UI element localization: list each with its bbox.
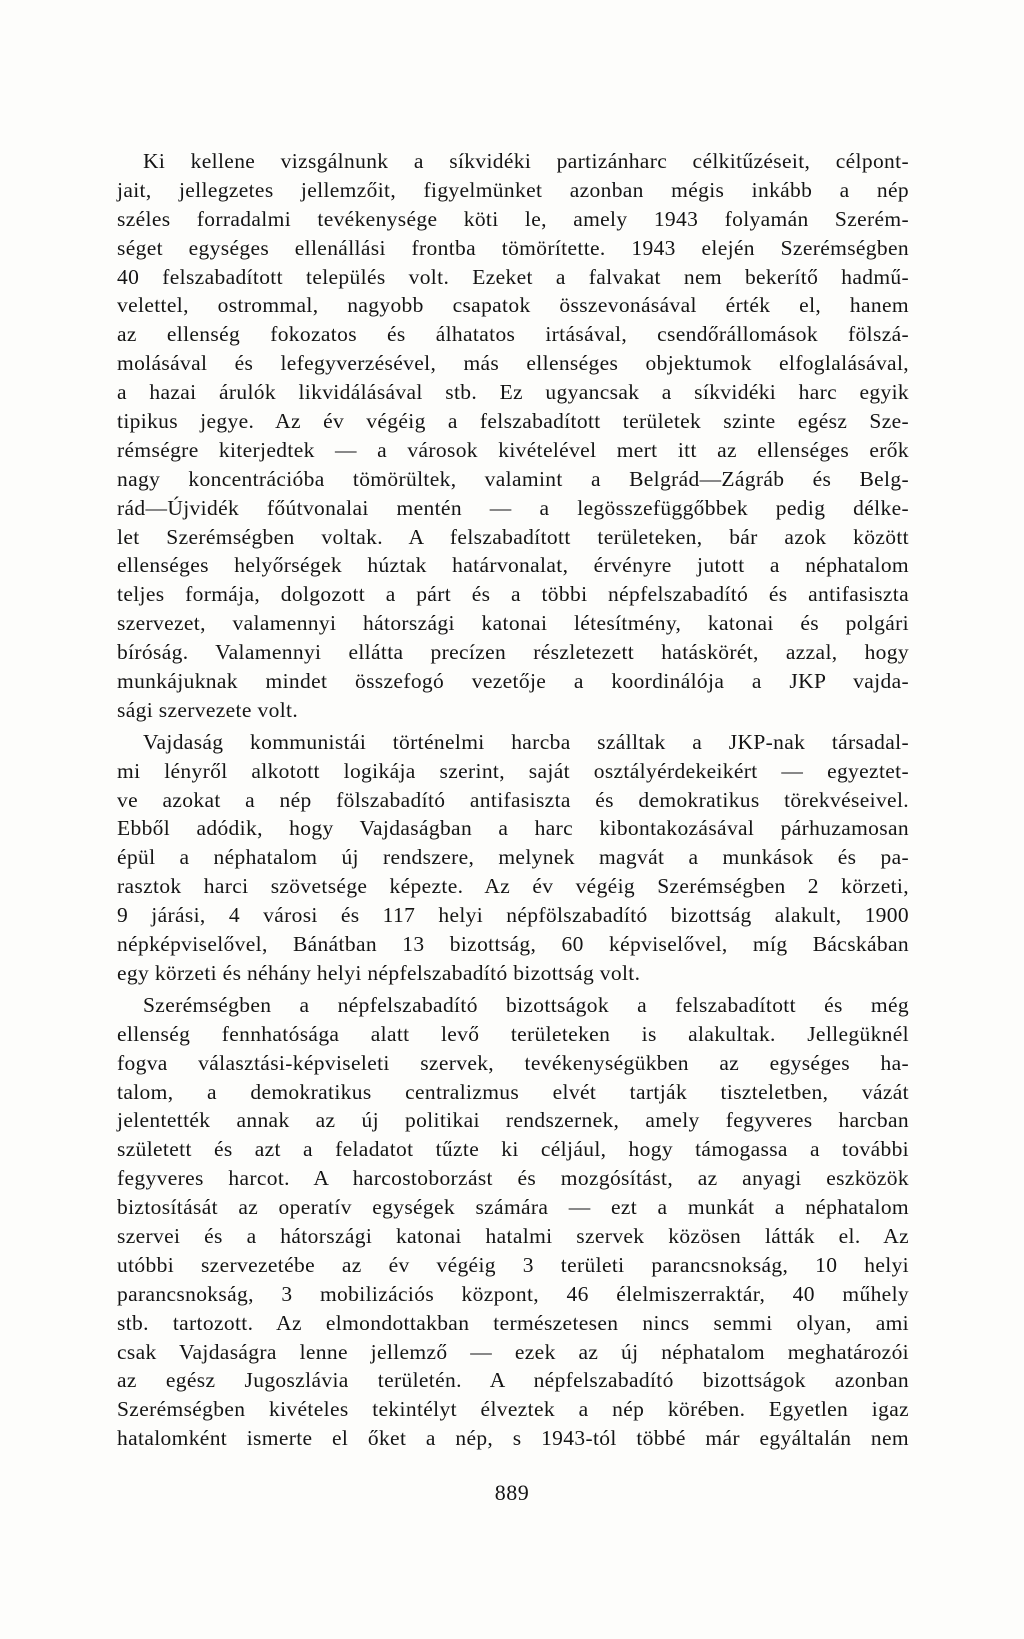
text-line: az egész Jugoszlávia területén. A népfelszabadító bizottságok azonban (117, 1368, 909, 1393)
text-line: rád—Újvidék főútvonalai mentén — a legösszefüggőbbek pedig délke- (117, 495, 909, 520)
text-line: talom, a demokratikus centralizmus elvét tartják tiszteletben, vázát (117, 1079, 909, 1104)
text-line: Szerémségben kivételes tekintélyt élveztek a nép körében. Egyetlen igaz (117, 1397, 909, 1422)
text-line: csak Vajdaságra lenne jellemző — ezek az új néphatalom meghatározói (117, 1339, 909, 1364)
text-line: fegyveres harcot. A harcostoborzást és mozgósítást, az anyagi eszközök (117, 1166, 909, 1191)
text-line: rémségre kiterjedtek — a városok kivételével mert itt az ellenséges erők (117, 437, 909, 462)
paragraph-2 (117, 728, 909, 988)
text-line: utóbbi szervezetébe az év végéig 3 területi parancsnokság, 10 helyi (117, 1252, 909, 1277)
text-line: stb. tartozott. Az elmondottakban természetesen nincs semmi olyan, ami (117, 1310, 909, 1335)
text-line: let Szerémségben voltak. A felszabadított területeken, bár azok között (117, 524, 909, 549)
text-line: 40 felszabadított település volt. Ezeket a falvakat nem bekerítő hadmű- (117, 264, 909, 289)
text-line: született és azt a feladatot tűzte ki céljául, hogy támogassa a további (117, 1137, 909, 1162)
text-line: népképviselővel, Bánátban 13 bizottság, 60 képviselővel, míg Bácskában (117, 932, 909, 957)
text-line: molásával és lefegyverzésével, más ellenséges objektumok elfoglalásával, (117, 351, 909, 376)
text-line: teljes formája, dolgozott a párt és a többi népfelszabadító és antifasiszta (117, 582, 909, 607)
text-line: Vajdaság kommunistái történelmi harcba szálltak a JKP-nak társadal- (143, 729, 909, 754)
text-line: séget egységes ellenállási frontba tömörítette. 1943 elején Szerémségben (117, 235, 909, 260)
text-line: az ellenség fokozatos és álhatatos irtásával, csendőrállomások fölszá- (117, 322, 909, 347)
text-line: egy körzeti és néhány helyi népfelszabadító bizottság volt. (117, 960, 641, 985)
text-line: jelentették annak az új politikai rendszernek, amely fegyveres harcban (117, 1108, 909, 1133)
text-line: munkájuknak mindet összefogó vezetője a koordinálója a JKP vajda- (117, 669, 909, 694)
text-line: Ebből adódik, hogy Vajdaságban a harc kibontakozásával párhuzamosan (117, 816, 909, 841)
text-line: a hazai árulók likvidálásával stb. Ez ugyancsak a síkvidéki harc egyik (117, 380, 909, 405)
text-line: szervei és a hátországi katonai hatalmi szervek közösen látták el. Az (117, 1223, 909, 1248)
text-line: hatalomként ismerte el őket a nép, s 1943-tól többé már egyáltalán nem (117, 1426, 909, 1451)
text-line: rasztok harci szövetsége képezte. Az év végéig Szerémségben 2 körzeti, (117, 874, 909, 899)
text-line: épül a néphatalom új rendszere, melynek magvát a munkások és pa- (117, 845, 909, 870)
text-line: fogva választási-képviseleti szervek, tevékenységükben az egységes ha- (117, 1050, 909, 1075)
body-text (117, 147, 909, 1453)
text-line: velettel, ostrommal, nagyobb csapatok összevonásával érték el, hanem (117, 293, 909, 318)
text-line: bíróság. Valamennyi ellátta precízen részletezett hatáskörét, azzal, hogy (117, 640, 909, 665)
text-line: parancsnokság, 3 mobilizációs központ, 46 élelmiszerraktár, 40 műhely (117, 1281, 909, 1306)
text-line: ellenséges helyőrségek húztak határvonalat, érvényre jutott a néphatalom (117, 553, 909, 578)
text-line: nagy koncentrációba tömörültek, valamint a Belgrád—Zágráb és Belg- (117, 466, 909, 491)
paragraph-3 (117, 991, 909, 1453)
paragraph-1 (117, 147, 909, 725)
text-line: jait, jellegzetes jellemzőit, figyelmünket azonban mégis inkább a nép (117, 177, 909, 202)
text-line: széles forradalmi tevékenysége köti le, amely 1943 folyamán Szerém- (117, 206, 909, 231)
text-line: 9 járási, 4 városi és 117 helyi népfölszabadító bizottság alakult, 1900 (117, 903, 909, 928)
text-line: ellenség fennhatósága alatt levő területeken is alakultak. Jellegüknél (117, 1021, 909, 1046)
text-line: Ki kellene vizsgálnunk a síkvidéki partizánharc célkitűzéseit, célpont- (143, 149, 909, 173)
text-line: sági szervezete volt. (117, 697, 299, 722)
text-line: biztosítását az operatív egységek számára — ezt a munkát a néphatalom (117, 1195, 909, 1220)
text-line: tipikus jegye. Az év végéig a felszabadított területek szinte egész Sze- (117, 409, 909, 434)
page-number: 889 (494, 1480, 530, 1505)
text-line: Szerémségben a népfelszabadító bizottságok a felszabadított és még (143, 992, 909, 1017)
text-line: mi lényről alkotott logikája szerint, saját osztályérdekeikért — egyeztet- (117, 758, 909, 783)
text-line: ve azokat a nép fölszabadító antifasiszta és demokratikus törekvéseivel. (117, 787, 909, 812)
text-line: szervezet, valamennyi hátországi katonai létesítmény, katonai és polgári (117, 611, 909, 636)
